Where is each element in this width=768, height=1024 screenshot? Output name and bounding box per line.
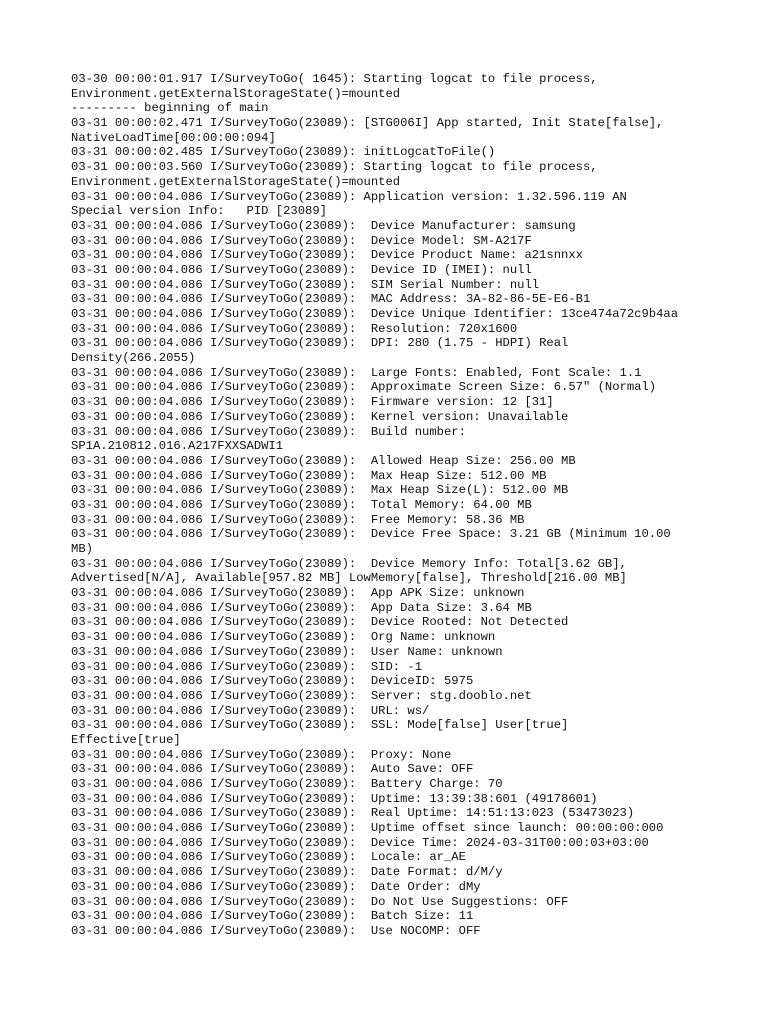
log-line: 03-31 00:00:04.086 I/SurveyToGo(23089): Kernel version: Unavailable: [71, 409, 569, 424]
log-line: MB): [71, 542, 93, 556]
log-line: 03-31 00:00:04.086 I/SurveyToGo(23089): Device Product Name: a21snnxx: [71, 248, 583, 263]
log-line: 03-31 00:00:04.086 I/SurveyToGo(23089): Locale: ar_AE: [71, 850, 466, 865]
log-line: 03-31 00:00:04.086 I/SurveyToGo(23089): App APK Size: unknown: [71, 586, 525, 601]
log-line: SP1A.210812.016.A217FXXSADWI1: [71, 439, 284, 454]
log-line: 03-31 00:00:04.086 I/SurveyToGo(23089): Max Heap Size(L): 512.00 MB: [71, 483, 569, 498]
log-line: 03-31 00:00:04.086 I/SurveyToGo(23089): Date Order: dMy: [71, 879, 481, 894]
log-line: 03-31 00:00:04.086 I/SurveyToGo(23089): Approximate Screen Size: 6.57" (Normal): [71, 380, 657, 395]
log-line: 03-31 00:00:04.086 I/SurveyToGo(23089): Free Memory: 58.36 MB: [71, 512, 525, 527]
log-line: 03-31 00:00:04.086 I/SurveyToGo(23089): Total Memory: 64.00 MB: [71, 497, 532, 512]
log-line: 03-31 00:00:04.086 I/SurveyToGo(23089): Server: stg.dooblo.net: [71, 688, 532, 703]
log-line: 03-31 00:00:04.086 I/SurveyToGo(23089): SID: -1: [71, 659, 423, 674]
log-line: 03-31 00:00:04.086 I/SurveyToGo(23089): Proxy: None: [71, 747, 452, 762]
log-line: 03-31 00:00:04.086 I/SurveyToGo(23089): DeviceID: 5975: [71, 674, 474, 689]
log-line: Environment.getExternalStorageState()=mounted: [71, 86, 401, 101]
log-line: 03-31 00:00:04.086 I/SurveyToGo(23089): SSL: Mode[false] User[true]: [71, 718, 569, 733]
log-text-block: [71, 72, 711, 939]
log-line: 03-31 00:00:04.086 I/SurveyToGo(23089): Application version: 1.32.596.119 AN: [71, 189, 627, 204]
log-line: Special version Info: PID [23089]: [71, 204, 327, 219]
log-line: 03-31 00:00:04.086 I/SurveyToGo(23089): SIM Serial Number: null: [71, 277, 540, 292]
log-line: 03-31 00:00:04.086 I/SurveyToGo(23089): Allowed Heap Size: 256.00 MB: [71, 453, 576, 468]
log-line: 03-31 00:00:04.086 I/SurveyToGo(23089): MAC Address: 3A-82-86-5E-E6-B1: [71, 292, 591, 307]
log-line: 03-31 00:00:04.086 I/SurveyToGo(23089): Org Name: unknown: [71, 630, 496, 645]
log-line: 03-31 00:00:04.086 I/SurveyToGo(23089): User Name: unknown: [71, 644, 503, 659]
log-line: 03-31 00:00:04.086 I/SurveyToGo(23089): DPI: 280 (1.75 - HDPI) Real: [71, 336, 569, 351]
log-line: 03-31 00:00:04.086 I/SurveyToGo(23089): Auto Save: OFF: [71, 762, 474, 777]
log-line: Effective[true]: [71, 732, 181, 747]
log-line: 03-31 00:00:04.086 I/SurveyToGo(23089): Uptime: 13:39:38:601 (49178601): [71, 791, 598, 806]
log-line: 03-31 00:00:04.086 I/SurveyToGo(23089): Max Heap Size: 512.00 MB: [71, 468, 547, 483]
log-line: 03-31 00:00:04.086 I/SurveyToGo(23089): Resolution: 720x1600: [71, 321, 518, 336]
log-line: 03-31 00:00:02.471 I/SurveyToGo(23089): [STG006I] App started, Init State[false],: [71, 116, 664, 131]
log-line: 03-31 00:00:04.086 I/SurveyToGo(23089): Uptime offset since launch: 00:00:00:000: [71, 821, 664, 836]
log-line: 03-31 00:00:04.086 I/SurveyToGo(23089): Device ID (IMEI): null: [71, 262, 532, 277]
log-line: 03-31 00:00:02.485 I/SurveyToGo(23089): initLogcatToFile(): [71, 145, 496, 160]
log-line: 03-31 00:00:04.086 I/SurveyToGo(23089): URL: ws/: [71, 703, 430, 718]
log-line: 03-31 00:00:04.086 I/SurveyToGo(23089): Real Uptime: 14:51:13:023 (53473023): [71, 806, 635, 821]
log-line: 03-31 00:00:04.086 I/SurveyToGo(23089): Do Not Use Suggestions: OFF: [71, 894, 569, 909]
log-line: 03-31 00:00:04.086 I/SurveyToGo(23089): Use NOCOMP: OFF: [71, 923, 481, 938]
log-line: Advertised[N/A], Available[957.82 MB] LowMemory[false], Threshold[216.00 MB]: [71, 571, 627, 586]
log-line: 03-31 00:00:04.086 I/SurveyToGo(23089): Date Format: d/M/y: [71, 865, 503, 880]
log-line: Density(266.2055): [71, 351, 196, 366]
log-line: 03-31 00:00:04.086 I/SurveyToGo(23089): Device Rooted: Not Detected: [71, 615, 569, 630]
log-line: 03-31 00:00:04.086 I/SurveyToGo(23089): Device Time: 2024-03-31T00:00:03+03:00: [71, 835, 649, 850]
log-line: 03-31 00:00:03.560 I/SurveyToGo(23089): Starting logcat to file process,: [71, 160, 598, 175]
log-line: --------- beginning of main: [71, 101, 269, 116]
log-line: 03-30 00:00:01.917 I/SurveyToGo( 1645): Starting logcat to file process,: [71, 72, 598, 86]
log-line: 03-31 00:00:04.086 I/SurveyToGo(23089): Device Model: SM-A217F: [71, 233, 532, 248]
log-line: 03-31 00:00:04.086 I/SurveyToGo(23089): Battery Charge: 70: [71, 777, 503, 791]
log-line: 03-31 00:00:04.086 I/SurveyToGo(23089): Build number:: [71, 424, 466, 439]
log-line: 03-31 00:00:04.086 I/SurveyToGo(23089): Firmware version: 12 [31]: [71, 395, 554, 410]
log-line: 03-31 00:00:04.086 I/SurveyToGo(23089): Device Memory Info: Total[3.62 GB],: [71, 556, 627, 571]
log-line: 03-31 00:00:04.086 I/SurveyToGo(23089): Large Fonts: Enabled, Font Scale: 1.1: [71, 365, 642, 380]
log-line: 03-31 00:00:04.086 I/SurveyToGo(23089): App Data Size: 3.64 MB: [71, 600, 532, 615]
log-line: Environment.getExternalStorageState()=mounted: [71, 174, 401, 189]
log-line: NativeLoadTime[00:00:00:094]: [71, 130, 276, 145]
log-line: 03-31 00:00:04.086 I/SurveyToGo(23089): Device Manufacturer: samsung: [71, 218, 576, 233]
log-line: 03-31 00:00:04.086 I/SurveyToGo(23089): Device Unique Identifier: 13ce474a72c9b4aa: [71, 307, 679, 321]
log-line: 03-31 00:00:04.086 I/SurveyToGo(23089): Batch Size: 11: [71, 909, 474, 924]
log-line: 03-31 00:00:04.086 I/SurveyToGo(23089): Device Free Space: 3.21 GB (Minimum 10.00: [71, 527, 671, 542]
